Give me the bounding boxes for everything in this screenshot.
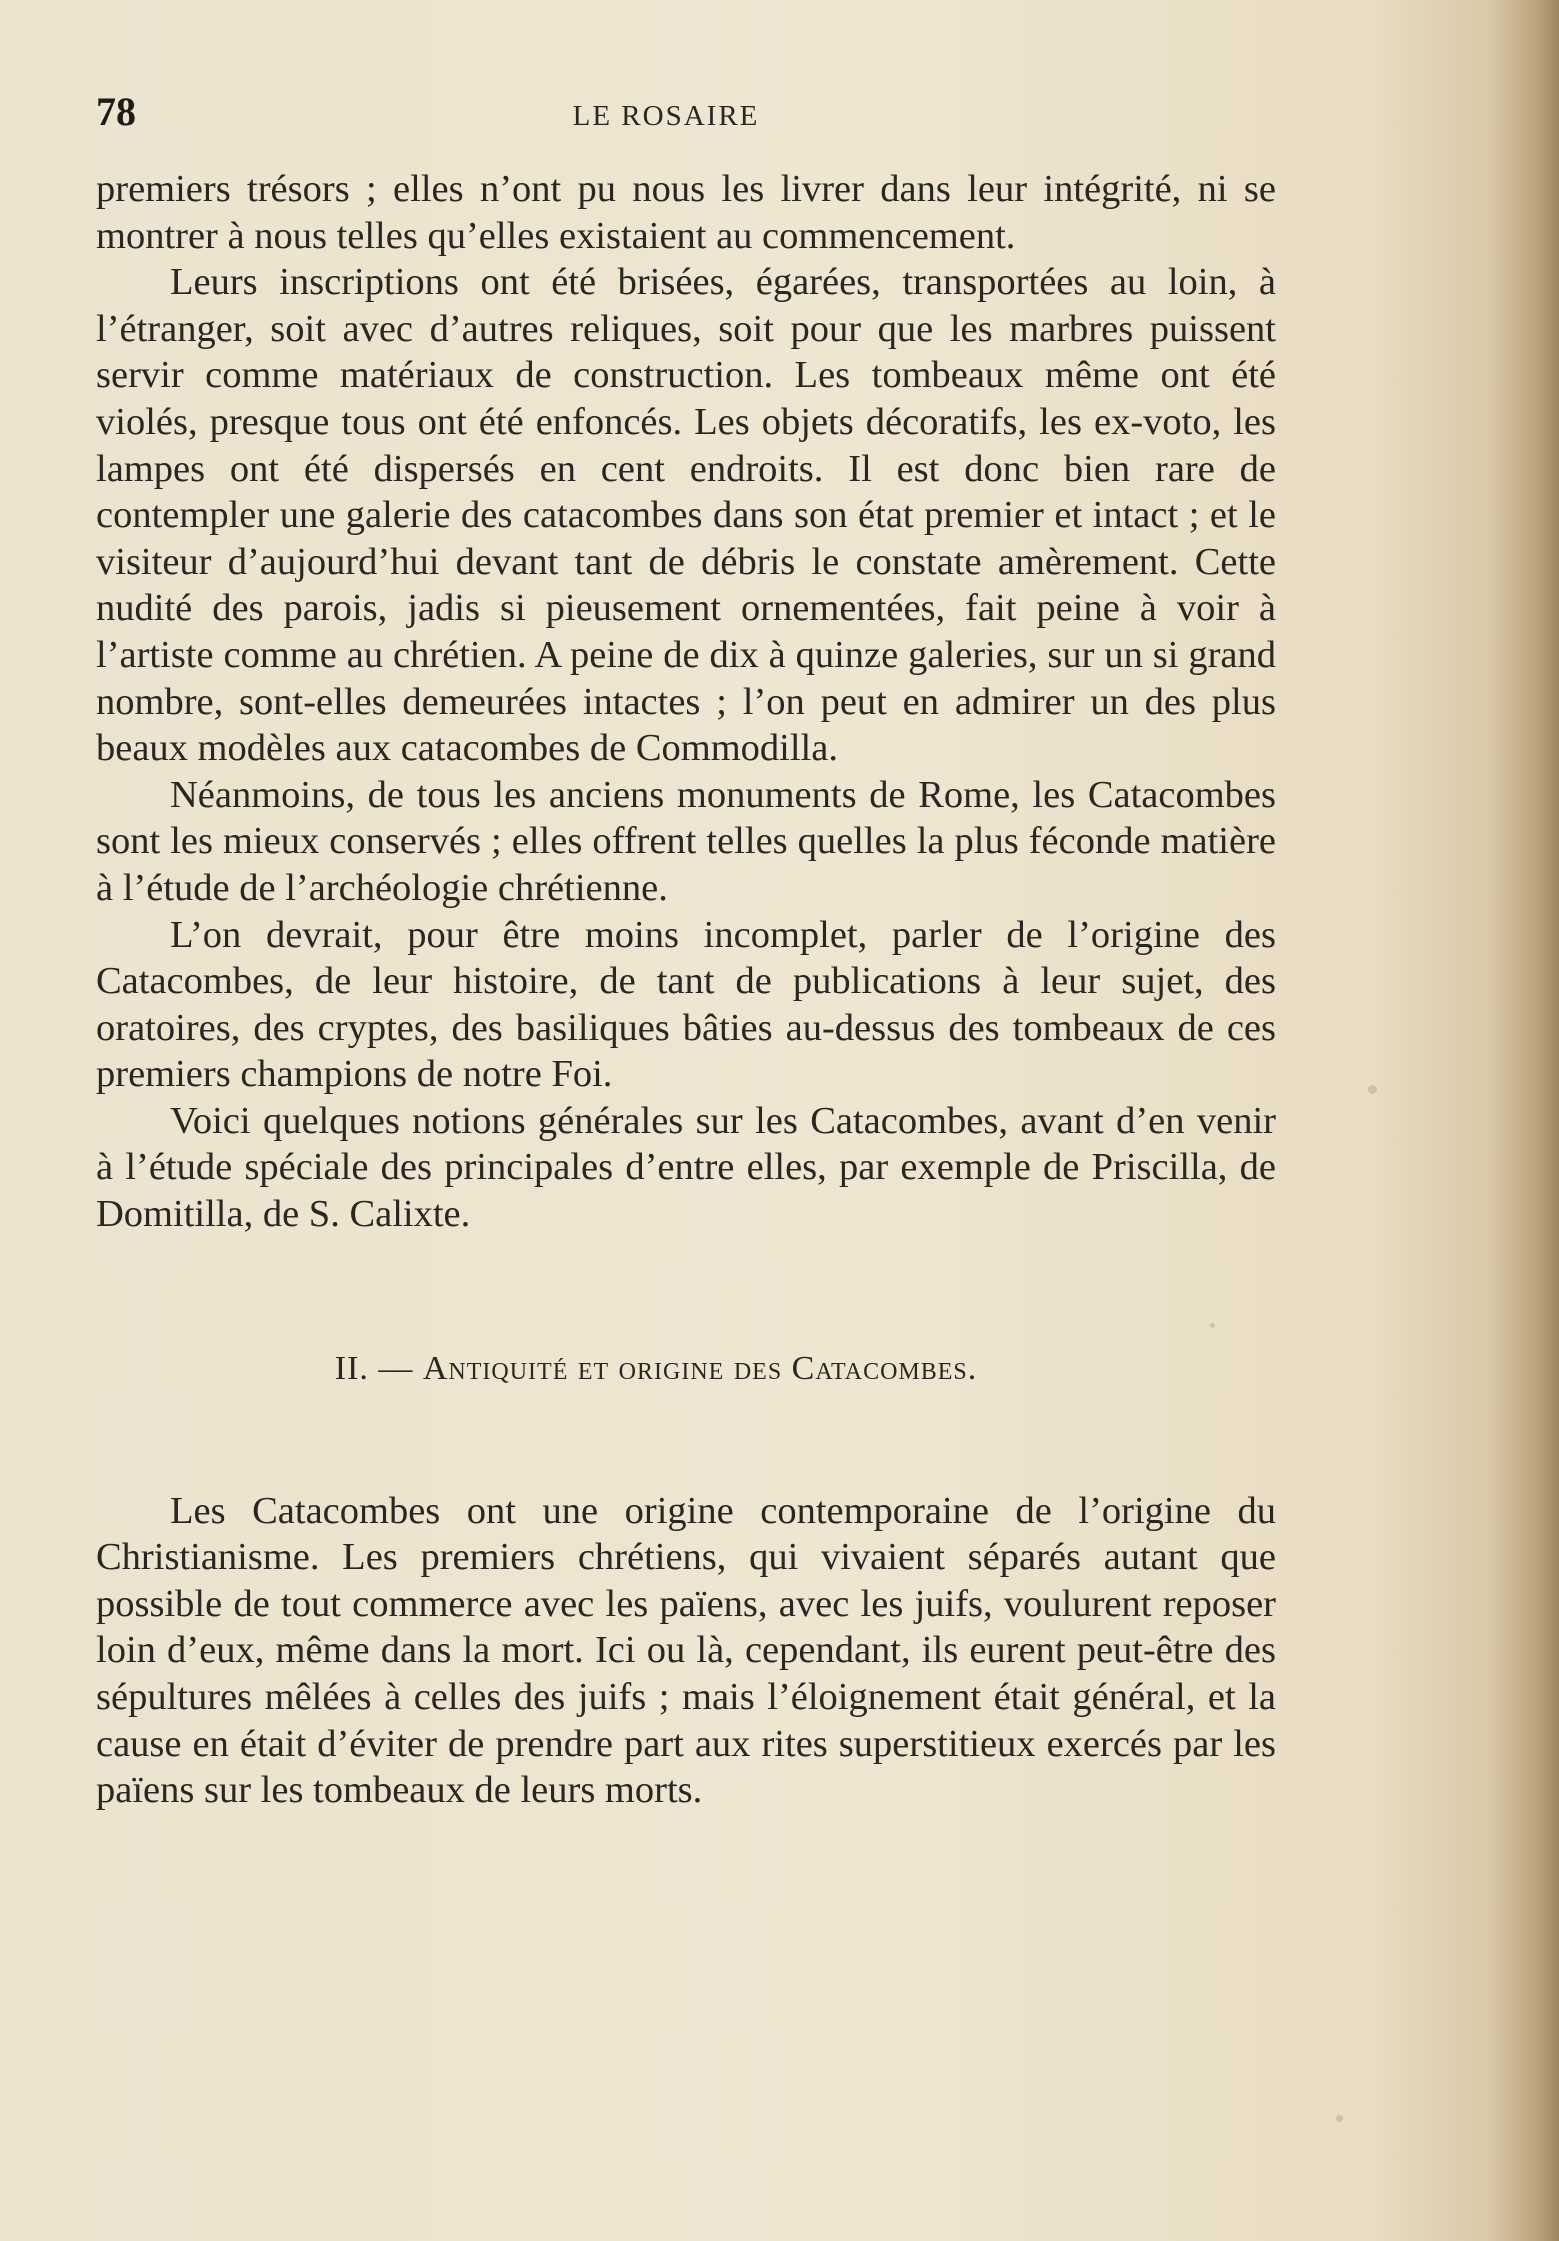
paragraph: premiers trésors ; elles n’ont pu nous les livrer dans leur intégrité, ni se montrer à nous telles qu’elles existaient au commencement. xyxy=(96,168,1276,257)
section-number: II. — xyxy=(334,1349,414,1387)
paragraph: Leurs inscriptions ont été brisées, égarées, transportées au loin, à l’étranger, soit avec d’autres reliques, soit pour que les marbres puissent servir comme matériaux de construction. Les tombeaux même ont été violés, presque tous ont été enfoncés. Les objets décoratifs, les ex-voto, les lampes ont été dispersés en cent endroits. Il est donc bien rare de contempler une galerie des catacombes dans son état premier et intact ; et le visiteur d’aujourd’hui devant tant de débris le constate amèrement. Cette nudité des parois, jadis si pieusement ornementées, fait peine à voir à l’artiste comme au chrétien. A peine de dix à quinze galeries, sur un si grand nombre, sont-elles demeurées intactes ; l’on peut en admirer un des plus beaux modèles aux catacombes de Commodilla. xyxy=(96,261,1276,770)
paper-stain xyxy=(1368,1085,1377,1094)
paragraph: L’on devrait, pour être moins incomplet, parler de l’origine des Catacombes, de leur histoire, de tant de publications à leur sujet, des oratoires, des cryptes, des basiliques bâties au-dessus des tombeaux de ces premiers champions de notre Foi. xyxy=(96,913,1276,1096)
section-title: Antiquité et origine des Catacombes. xyxy=(422,1349,978,1387)
section-heading xyxy=(96,1346,1276,1392)
paper-stain xyxy=(1336,2115,1343,2122)
text-column xyxy=(96,88,1276,1814)
page-edge-shadow xyxy=(1489,0,1559,2241)
page-header xyxy=(96,88,1276,148)
running-head: LE ROSAIRE xyxy=(572,100,760,132)
page-number: 78 xyxy=(96,89,136,134)
paragraph: Les Catacombes ont une origine contemporaine de l’origine du Christianisme. Les premiers chrétiens, qui vivaient séparés autant que possible de tout commerce avec les païens, avec les juifs, voulurent reposer loin d’eux, même dans la mort. Ici ou là, cependant, ils eurent peut-être des sépultures mêlées à celles des juifs ; mais l’éloignement était général, et la cause en était d’éviter de prendre part aux rites superstitieux exercés par les païens sur les tombeaux de leurs morts. xyxy=(96,1489,1276,1812)
paragraph: Voici quelques notions générales sur les Catacombes, avant d’en venir à l’étude spéciale des principales d’entre elles, par exemple de Priscilla, de Domitilla, de S. Calixte. xyxy=(96,1099,1276,1236)
paragraph: Néanmoins, de tous les anciens monuments de Rome, les Catacombes sont les mieux conservés ; elles offrent telles quelles la plus féconde matière à l’étude de l’archéologie chrétienne. xyxy=(96,773,1276,909)
